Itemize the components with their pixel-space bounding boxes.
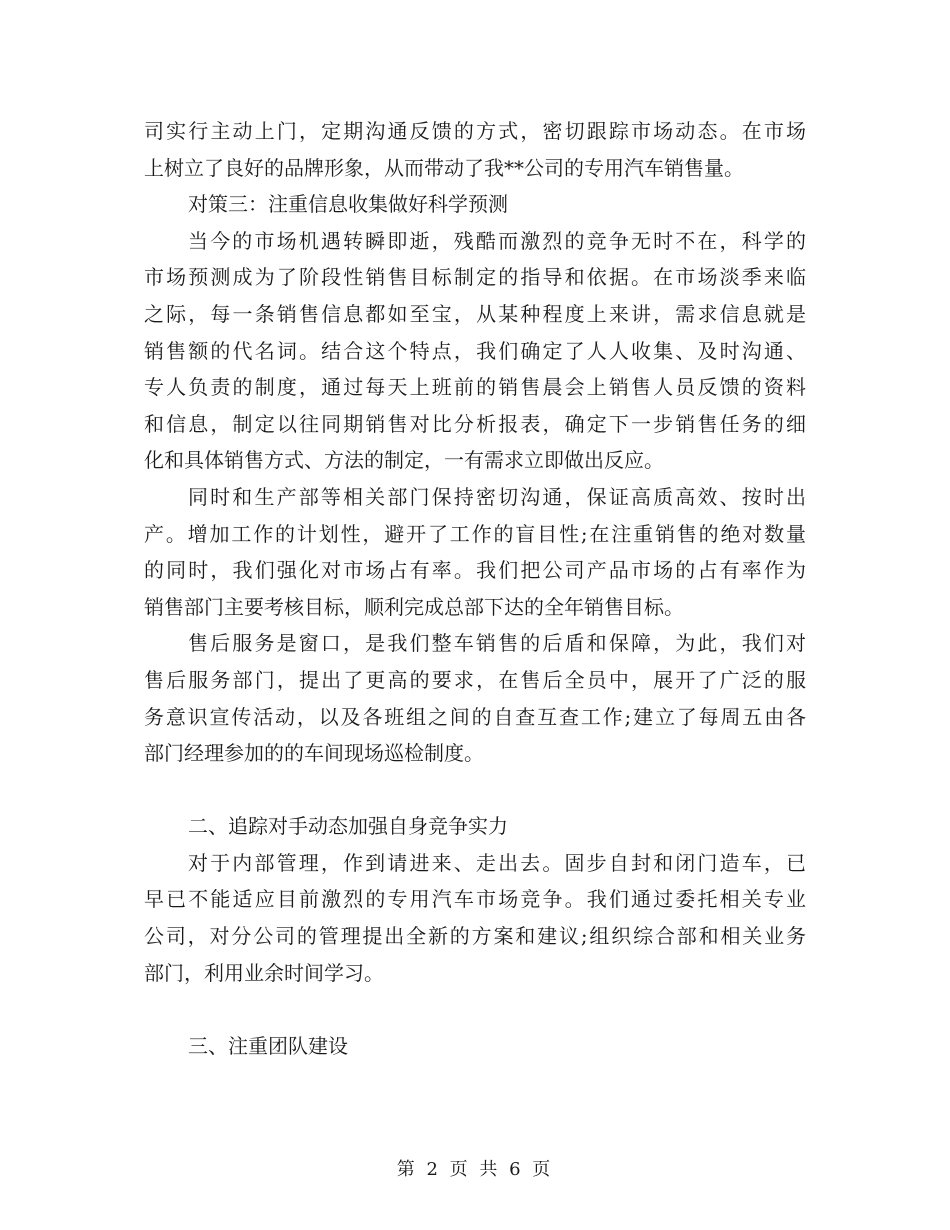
page-footer: 第 2 页 共 6 页 xyxy=(396,1159,554,1180)
body-text xyxy=(144,113,806,1064)
text-line: 司实行主动上门，定期沟通反馈的方式，密切跟踪市场动态。在市场 xyxy=(144,119,806,143)
text-line: 对于内部管理，作到请进来、走出去。固步自封和闭门造车，已 xyxy=(188,850,806,875)
text-line: 专人负责的制度，通过每天上班前的销售晨会上销售人员反馈的资料 xyxy=(144,375,806,400)
text-line: 同时和生产部等相关部门保持密切沟通，保证高质高效、按时出 xyxy=(188,484,806,509)
blank-line xyxy=(144,772,806,809)
text-line: 产。增加工作的计划性，避开了工作的盲目性;在注重销售的绝对数量 xyxy=(144,521,806,546)
text-line: 之际，每一条销售信息都如至宝，从某种程度上来讲，需求信息就是 xyxy=(144,301,806,326)
text-line: 售后服务部门，提出了更高的要求，在售后全员中，展开了广泛的服 xyxy=(144,667,806,692)
text-line: 和信息，制定以往同期销售对比分析报表，确定下一步销售任务的细 xyxy=(144,411,806,436)
text-line: 市场预测成为了阶段性销售目标制定的指导和依据。在市场淡季来临 xyxy=(144,265,806,290)
text-line: 部门，利用业余时间学习。 xyxy=(144,960,384,985)
text-line: 上树立了良好的品牌形象，从而带动了我**公司的专用汽车销售量。 xyxy=(144,155,744,180)
text-line: 二、追踪对手动态加强自身竞争实力 xyxy=(188,814,508,839)
text-line: 务意识宣传活动，以及各班组之间的自查互查工作;建立了每周五由各 xyxy=(144,704,806,729)
text-line: 当今的市场机遇转瞬即逝，残酷而激烈的竞争无时不在，科学的 xyxy=(188,228,806,253)
text-line: 售后服务是窗口，是我们整车销售的后盾和保障，为此，我们对 xyxy=(188,631,806,656)
text-line: 的同时，我们强化对市场占有率。我们把公司产品市场的占有率作为 xyxy=(144,558,806,583)
text-line: 销售部门主要考核目标，顺利完成总部下达的全年销售目标。 xyxy=(144,594,684,619)
text-line: 化和具体销售方式、方法的制定，一有需求立即做出反应。 xyxy=(144,448,664,473)
text-line: 三、注重团队建设 xyxy=(188,1033,348,1058)
text-line: 早已不能适应目前激烈的专用汽车市场竞争。我们通过委托相关专业 xyxy=(144,887,806,912)
blank-line xyxy=(144,991,806,1028)
text-line: 公司，对分公司的管理提出全新的方案和建议;组织综合部和相关业务 xyxy=(144,924,806,949)
text-line: 对策三：注重信息收集做好科学预测 xyxy=(188,192,508,217)
text-line: 部门经理参加的的车间现场巡检制度。 xyxy=(144,741,484,766)
text-line: 销售额的代名词。结合这个特点，我们确定了人人收集、及时沟通、 xyxy=(144,338,806,363)
